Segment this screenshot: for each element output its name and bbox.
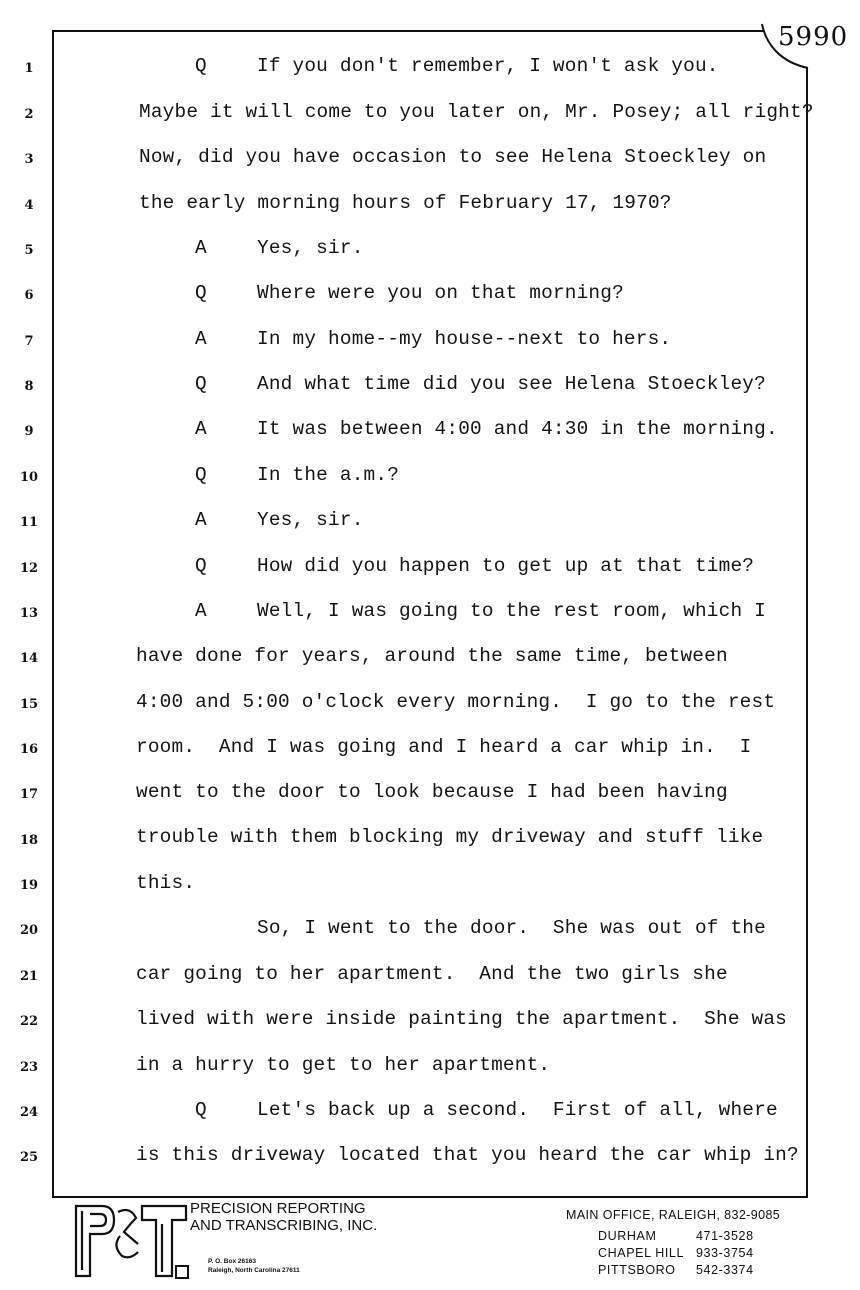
line-number: 21: [19, 969, 39, 984]
office-pittsboro: [598, 1263, 754, 1277]
transcript-line: In the a.m.?: [257, 464, 400, 486]
transcript-line: And what time did you see Helena Stoeckley?: [257, 373, 766, 395]
transcript-line: Let's back up a second. First of all, where: [257, 1099, 778, 1121]
office-phone: 471-3528: [696, 1229, 754, 1243]
speaker-label: A: [195, 509, 207, 531]
address-line-2: Raleigh, North Carolina 27611: [208, 1267, 300, 1274]
line-number: 2: [24, 107, 34, 122]
line-number: 11: [19, 515, 39, 530]
transcript-line: trouble with them blocking my driveway and stuff like: [136, 826, 764, 848]
transcript-line: Yes, sir.: [257, 237, 364, 259]
company-line-2: AND TRANSCRIBING, INC.: [190, 1217, 378, 1234]
speaker-label: Q: [195, 555, 207, 577]
transcript-line: the early morning hours of February 17, 1970?: [139, 192, 672, 214]
transcript-line: In my home--my house--next to hers.: [257, 328, 672, 350]
frame-right-border: [806, 68, 808, 1197]
line-number: 23: [19, 1060, 39, 1075]
transcript-line: How did you happen to get up at that time?: [257, 555, 755, 577]
line-number: 10: [19, 470, 39, 485]
main-office: MAIN OFFICE, RALEIGH, 832-9085: [566, 1208, 781, 1222]
line-number: 19: [19, 878, 39, 893]
company-line-1: PRECISION REPORTING: [190, 1200, 366, 1217]
line-number: 9: [24, 424, 34, 439]
office-phone: 933-3754: [696, 1246, 754, 1260]
transcript-line: is this driveway located that you heard the car whip in?: [136, 1144, 799, 1166]
speaker-label: Q: [195, 1099, 207, 1121]
speaker-label: A: [195, 328, 207, 350]
transcript-line: Now, did you have occasion to see Helena Stoeckley on: [139, 146, 767, 168]
line-number: 20: [19, 923, 39, 938]
office-city: PITTSBORO: [598, 1263, 676, 1277]
office-chapel-hill: [598, 1246, 754, 1260]
pt-logo: [72, 1202, 190, 1284]
transcript-line: went to the door to look because I had been having: [136, 781, 728, 803]
speaker-label: A: [195, 237, 207, 259]
line-number: 4: [24, 198, 34, 213]
speaker-label: Q: [195, 464, 207, 486]
transcript-line: So, I went to the door. She was out of the: [257, 917, 766, 939]
speaker-label: Q: [195, 282, 207, 304]
speaker-label: A: [195, 418, 207, 440]
transcript-line: 4:00 and 5:00 o'clock every morning. I go to the rest: [136, 691, 776, 713]
frame-top-border: [52, 30, 764, 32]
transcript-line: this.: [136, 872, 196, 894]
line-number: 15: [19, 697, 39, 712]
line-number: 6: [24, 288, 34, 303]
speaker-label: Q: [195, 55, 207, 77]
speaker-label: A: [195, 600, 207, 622]
line-number: 18: [19, 833, 39, 848]
company-name: [190, 1200, 377, 1234]
office-city: DURHAM: [598, 1229, 657, 1243]
line-number: 22: [19, 1014, 39, 1029]
speaker-label: Q: [195, 373, 207, 395]
line-number: 17: [19, 787, 39, 802]
line-number: 24: [19, 1105, 39, 1120]
office-durham: [598, 1229, 754, 1243]
transcript-line: car going to her apartment. And the two girls she: [136, 963, 728, 985]
line-number: 5: [24, 243, 34, 258]
transcript-line: If you don't remember, I won't ask you.: [257, 55, 719, 77]
line-number: 1: [24, 61, 34, 76]
office-phone: 542-3374: [696, 1263, 754, 1277]
line-number: 25: [19, 1150, 39, 1165]
transcript-line: have done for years, around the same time, between: [136, 645, 728, 667]
transcript-line: Well, I was going to the rest room, which I: [257, 600, 766, 622]
company-address: [208, 1257, 300, 1275]
line-number: 16: [19, 742, 39, 757]
line-number: 8: [24, 379, 34, 394]
page-number: 5990: [778, 22, 849, 52]
address-line-1: P. O. Box 26163: [208, 1258, 256, 1265]
line-number: 7: [24, 334, 34, 349]
office-city: CHAPEL HILL: [598, 1246, 685, 1260]
transcript-line: room. And I was going and I heard a car whip in. I: [136, 736, 752, 758]
transcript-line: It was between 4:00 and 4:30 in the morning.: [257, 418, 778, 440]
transcript-line: lived with were inside painting the apartment. She was: [136, 1008, 787, 1030]
line-number: 14: [19, 651, 39, 666]
frame-left-border: [52, 30, 54, 1197]
transcript-line: Where were you on that morning?: [257, 282, 624, 304]
line-number: 13: [19, 606, 39, 621]
transcript-line: Yes, sir.: [257, 509, 364, 531]
transcript-line: Maybe it will come to you later on, Mr. Posey; all right?: [139, 101, 814, 123]
transcript-line: in a hurry to get to her apartment.: [136, 1054, 551, 1076]
line-number: 12: [19, 561, 39, 576]
line-number: 3: [24, 152, 34, 167]
frame-bottom-border: [52, 1196, 808, 1198]
